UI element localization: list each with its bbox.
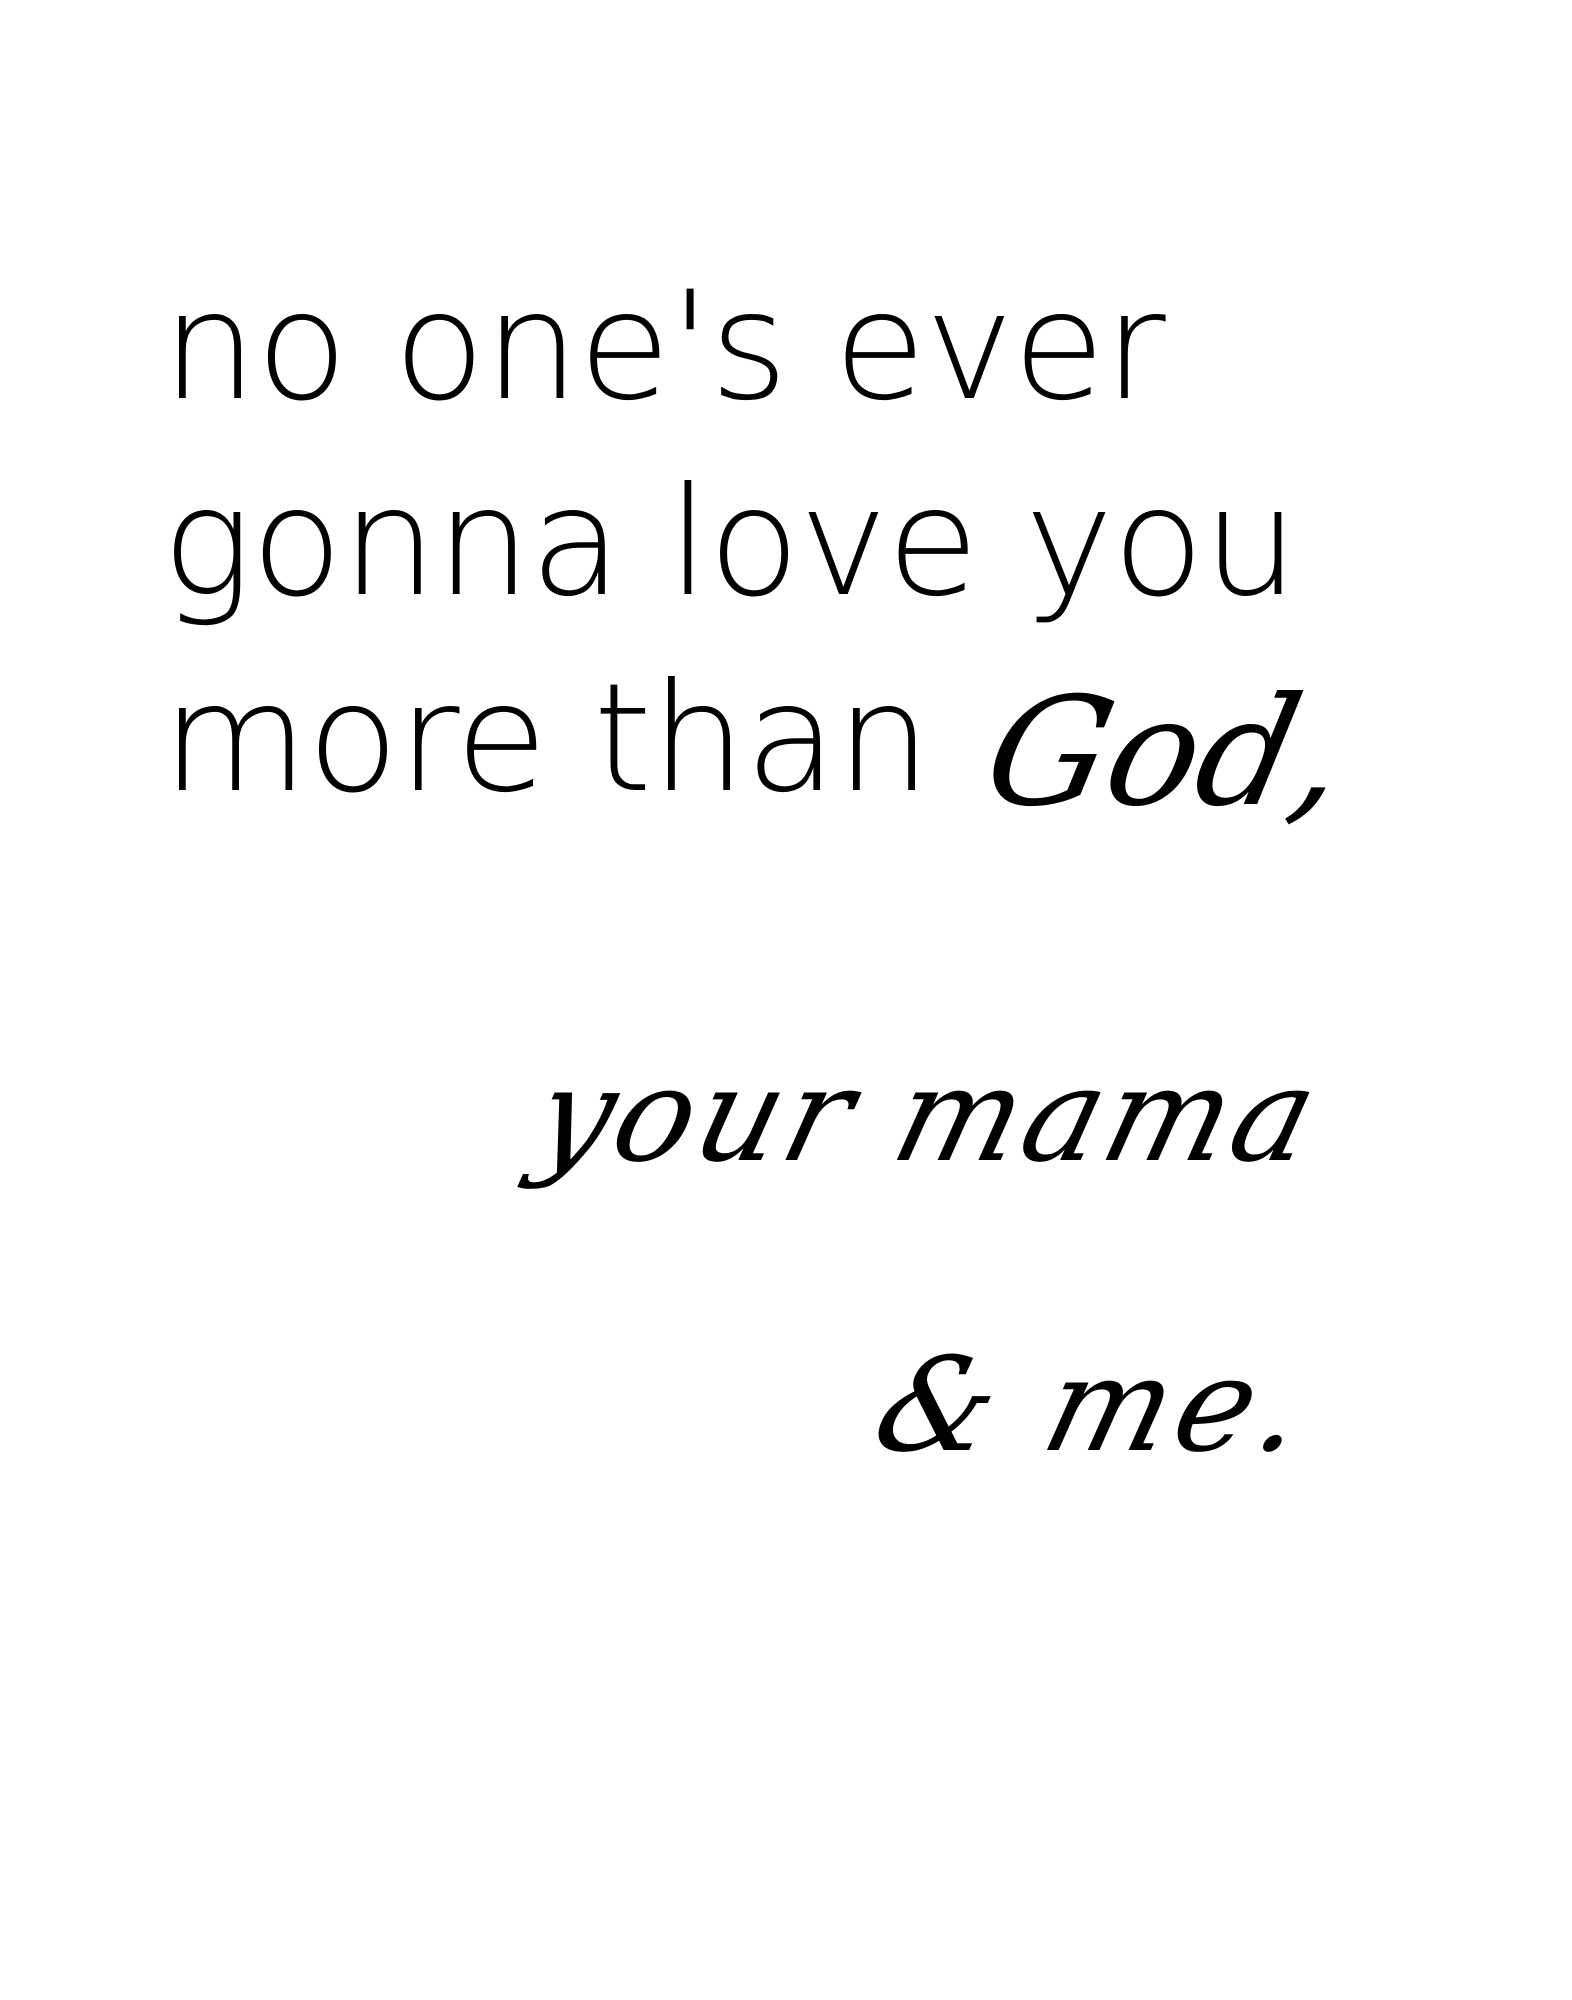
quote-script-god: God, xyxy=(971,666,1363,840)
quote-line-3: more than xyxy=(162,652,931,826)
quote-script-your-mama: your mama xyxy=(521,1039,1336,1191)
quote-script-and-me: & me. xyxy=(861,1329,1328,1481)
quote-line-2: gonna love you xyxy=(162,456,1298,630)
quote-line-1: no one's ever xyxy=(162,260,1165,434)
